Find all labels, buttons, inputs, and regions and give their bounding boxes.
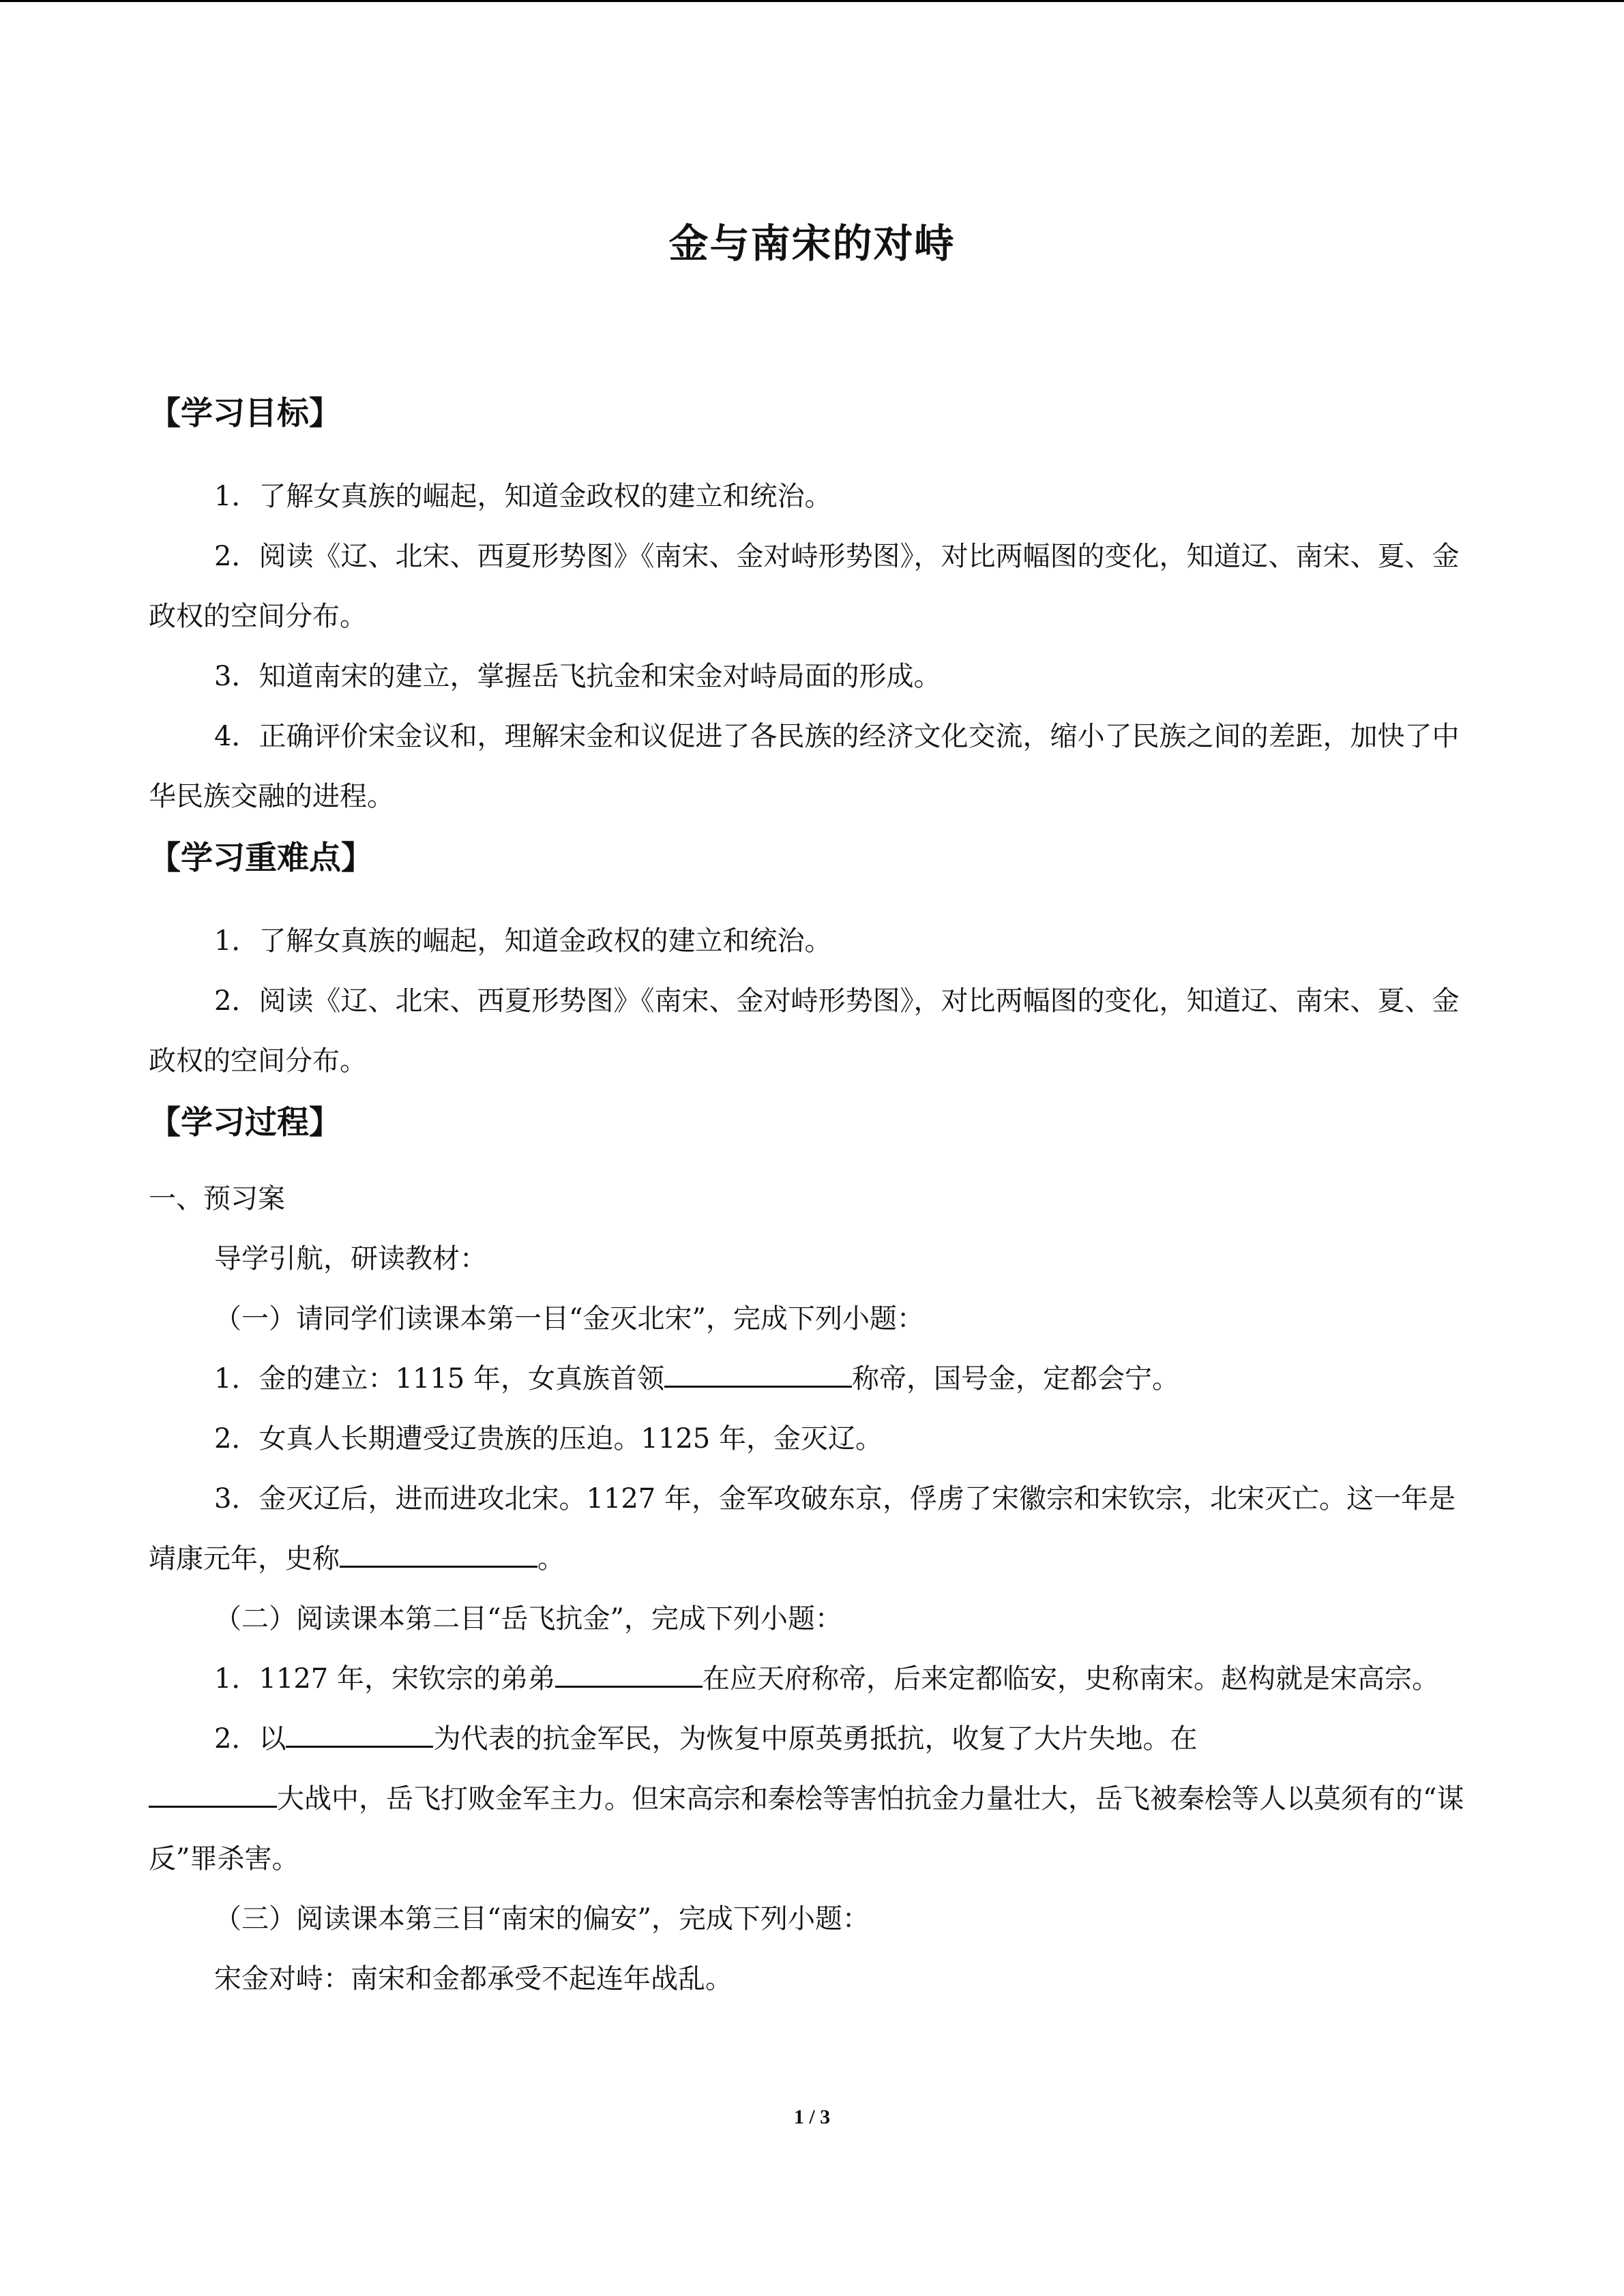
objective-item: 3．知道南宋的建立，掌握岳飞抗金和宋金对峙局面的形成。: [214, 661, 941, 692]
answer-blank[interactable]: [664, 1358, 852, 1388]
part1-question-3: 3．金灭辽后，进而进攻北宋。1127 年，金军攻破东京，俘虏了宋徽宗和宋钦宗，北宋灭亡。这一年是靖康元年，史称 。: [149, 1483, 1456, 1575]
part2-question-1: 1．1127 年，宋钦宗的弟弟 在应天府称帝，后来定都临安，史称南宋。赵构就是宋高宗。: [149, 1649, 1472, 1709]
part3-intro: （三）阅读课本第三目“南宋的偏安”，完成下列小题：: [214, 1903, 870, 1935]
answer-blank[interactable]: [149, 1778, 277, 1808]
guide-text: 导学引航，研读教材：: [214, 1243, 487, 1274]
key-points-heading: 【学习重难点】: [149, 839, 373, 877]
page-number: 1 / 3: [793, 2106, 831, 2128]
objective-item: 2．阅读《辽、北宋、西夏形势图》《南宋、金对峙形势图》，对比两幅图的变化，知道辽、南宋、夏、金政权的空间分布。: [149, 541, 1460, 632]
section-label: 一、预习案: [149, 1183, 285, 1214]
part2-question-2: 2．以 为代表的抗金军民，为恢复中原英勇抵抗，收复了大片失地。在 大战中，岳飞打败金军主力。但宋高宗和秦桧等害怕抗金力量壮大，岳飞被秦桧等人以莫须有的“谋反”罪杀害。: [149, 1709, 1472, 1889]
key-point-item: 1．了解女真族的崛起，知道金政权的建立和统治。: [214, 925, 832, 957]
answer-blank[interactable]: [340, 1538, 537, 1568]
objective-item: 4．正确评价宋金议和，理解宋金和议促进了各民族的经济文化交流，缩小了民族之间的差距，加快了中华民族交融的进程。: [149, 721, 1460, 812]
part3-text: 宋金对峙：南宋和金都承受不起连年战乱。: [214, 1963, 733, 1995]
key-point-item: 2．阅读《辽、北宋、西夏形势图》《南宋、金对峙形势图》，对比两幅图的变化，知道辽、南宋、夏、金政权的空间分布。: [149, 985, 1460, 1077]
part2-intro: （二）阅读课本第二目“岳飞抗金”，完成下列小题：: [214, 1603, 842, 1635]
objectives-heading: 【学习目标】: [149, 395, 341, 432]
objective-item: 1．了解女真族的崛起，知道金政权的建立和统治。: [214, 481, 832, 512]
part1-question-1: 1．金的建立：1115 年，女真族首领 称帝，国号金，定都会宁。: [149, 1349, 1472, 1409]
answer-blank[interactable]: [286, 1718, 433, 1748]
document-body: [149, 382, 1472, 2009]
process-heading: 【学习过程】: [149, 1104, 341, 1142]
document-title: 金与南宋的对峙: [668, 220, 956, 267]
answer-blank[interactable]: [555, 1658, 703, 1688]
top-border-line: [0, 0, 1624, 2]
part1-intro: （一）请同学们读课本第一目“金灭北宋”，完成下列小题：: [214, 1303, 924, 1335]
part1-question-2: 2．女真人长期遭受辽贵族的压迫。1125 年，金灭辽。: [214, 1423, 883, 1455]
